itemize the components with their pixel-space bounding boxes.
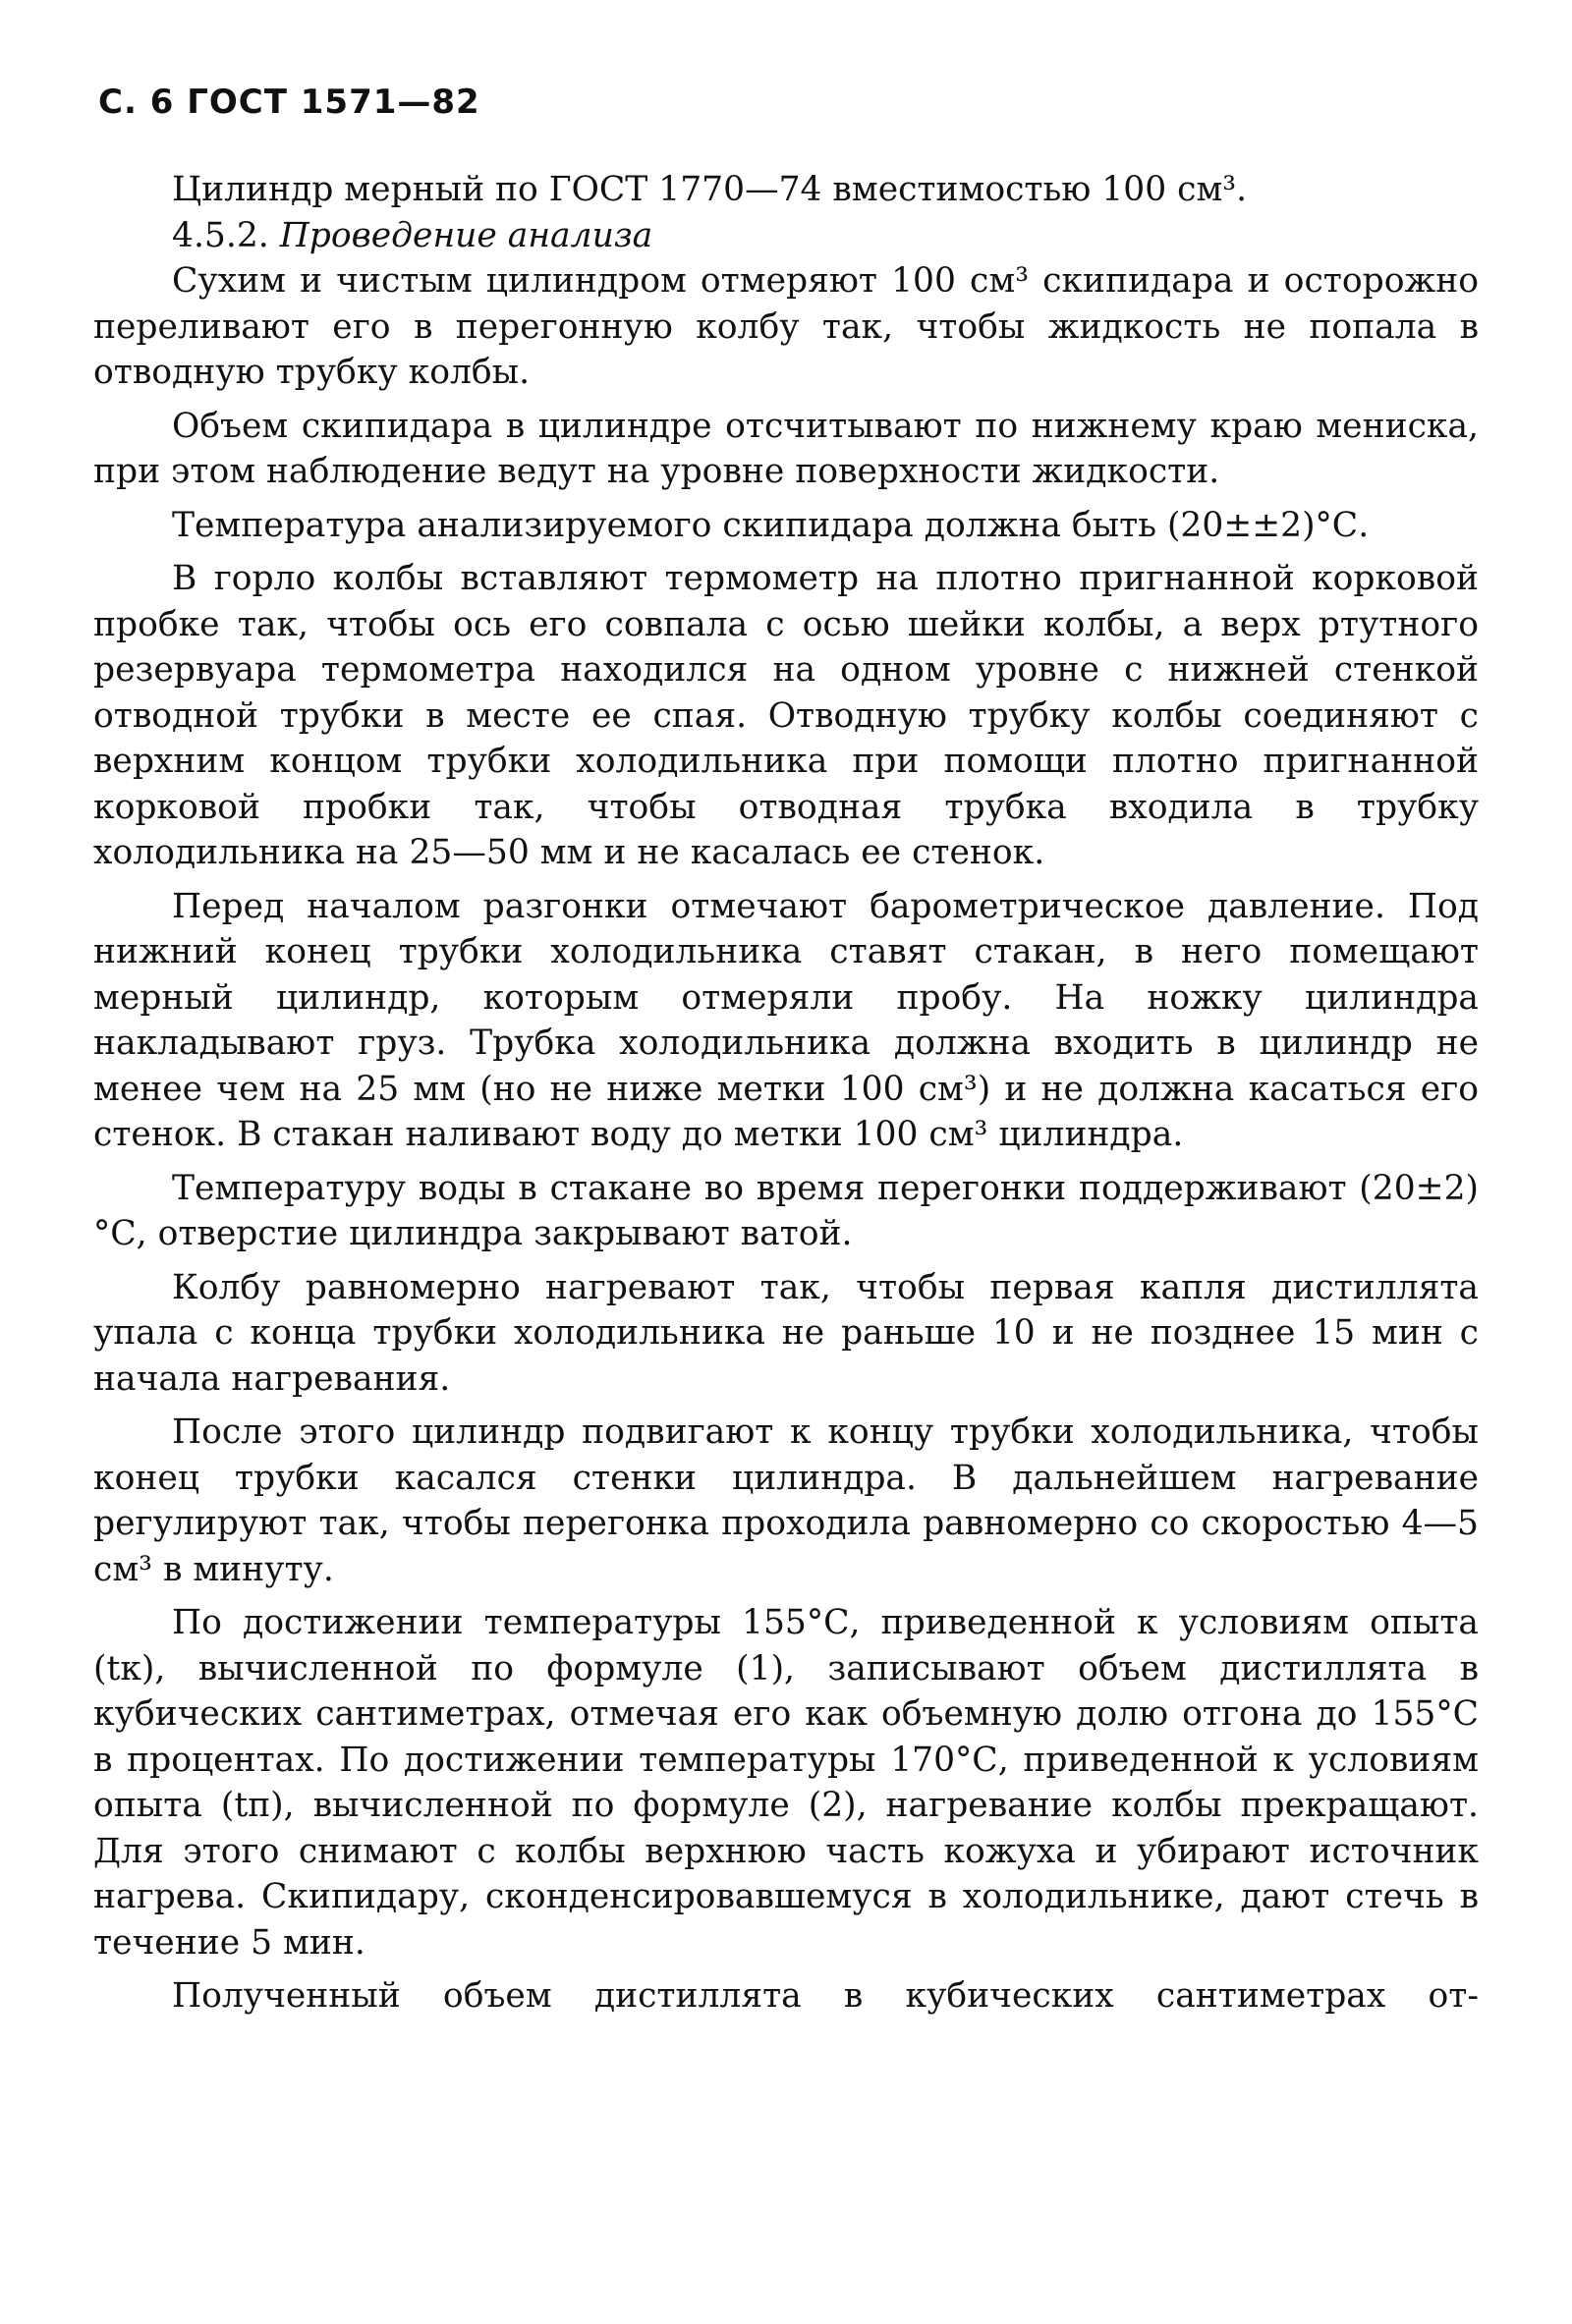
page-header: С. 6 ГОСТ 1571—82: [98, 83, 480, 122]
paragraph: Температуру воды в стакане во время перегонки поддерживают (20±2)°С, отверстие цилиндра закрывают ватой.: [93, 1168, 1479, 1253]
section-number: 4.5.2.: [172, 215, 269, 255]
paragraph: Перед началом разгонки отмечают барометрическое давление. Под нижний конец трубки холодильника ставят стакан, в него помещают мерный цилиндр, которым отмеряли пробу. На ножку цилиндра накладывают груз. Трубка холодильника должна входить в цилиндр не менее чем на 25 мм (но не ниже метки 100 см³) и не должна касаться его стенок. В стакан наливают воду до метки 100 см³ цилиндра.: [93, 886, 1479, 1154]
paragraph-cylinder: Цилиндр мерный по ГОСТ 1770—74 вместимостью 100 см³.: [172, 170, 1248, 209]
paragraph: После этого цилиндр подвигают к концу трубки холодильника, чтобы конец трубки касался стенки цилиндра. В дальнейшем нагревание регулируют так, чтобы перегонка проходила равномерно со скоростью 4—5 см³ в минуту.: [93, 1412, 1479, 1589]
document-body: [93, 167, 1479, 2020]
section-heading: [93, 213, 1479, 259]
paragraph: Полученный объем дистиллята в кубических сантиметрах от-: [172, 1976, 1479, 2016]
paragraph: Сухим и чистым цилиндром отмеряют 100 см³ скипидара и осторожно переливают его в перегонную колбу так, чтобы жидкость не попала в отводную трубку колбы.: [93, 261, 1479, 392]
paragraph: По достижении температуры 155°С, приведенной к условиям опыта (tк), вычисленной по формуле (1), записывают объем дистиллята в кубических сантиметрах, отмечая его как объемную долю отгона до 155°С в процентах. По достижении температуры 170°С, приведенной к условиям опыта (tп), вычисленной по формуле (2), нагревание колбы прекращают. Для этого снимают с колбы верхнюю часть кожуха и убирают источник нагрева. Скипидару, сконденсировавшемуся в холодильнике, дают стечь в течение 5 мин.: [93, 1603, 1479, 1963]
section-title: Проведение анализа: [279, 215, 653, 255]
paragraph: Температура анализируемого скипидара должна быть (20±±2)°С.: [172, 505, 1370, 545]
paragraph: Объем скипидара в цилиндре отсчитывают по нижнему краю мениска, при этом наблюдение ведут на уровне поверхности жидкости.: [93, 406, 1479, 491]
paragraph: В горло колбы вставляют термометр на плотно пригнанной корковой пробке так, чтобы ось его совпала с осью шейки колбы, а верх ртутного резервуара термометра находился на одном уровне с нижней стенкой отводной трубки в месте ее спая. Отводную трубку колбы соединяют с верхним концом трубки холодильника при помощи плотно пригнанной корковой пробки так, чтобы отводная трубка входила в трубку холодильника на 25—50 мм и не касалась ее стенок.: [93, 559, 1479, 872]
paragraph: Колбу равномерно нагревают так, чтобы первая капля дистиллята упала с конца трубки холодильника не раньше 10 и не позднее 15 мин с начала нагревания.: [93, 1267, 1479, 1399]
